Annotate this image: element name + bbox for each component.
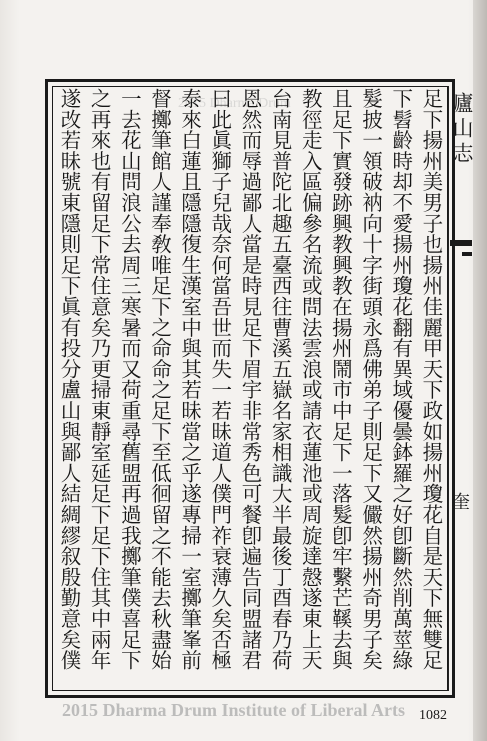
margin-title: 廬山志: [450, 92, 474, 167]
margin-page-label: 奎: [449, 492, 470, 510]
text-column: 曰此眞獅子兒哉奈何當吾世而失一若昧道人僕門祚衰薄久矣否極: [207, 88, 232, 671]
text-column: 之再來也有留足下常住意矣乃更掃東靜室延足下足下住其中兩年: [87, 88, 112, 671]
watermark-text: 2015 Dharma Drum Institute of Liberal Arts: [62, 700, 405, 720]
faint-watermark: 2015 Dharma Drum: [178, 96, 291, 111]
fishtail-mark-lower: [462, 252, 472, 256]
text-column: 台南見普陀北趣五臺西往曹溪五嶽名家相識大半最後丁酉春乃荷: [268, 88, 293, 671]
text-column: 髮披一領破衲向十字街頭永爲佛弟子則足下又儼然揚州奇男子矣: [358, 88, 383, 671]
page-number: 1082: [419, 708, 447, 723]
margin-column: [448, 86, 477, 691]
text-column: 督擲筆館人謹奉敎唯足下之命命之足下至低徊留之不能去秋盡始: [147, 88, 172, 671]
text-columns: [56, 88, 444, 688]
fishtail-mark: [450, 240, 472, 246]
text-column: 且足下實發跡興教興教在揚州鬧市中足下一落髮卽牢繫芒鞵去與: [328, 88, 353, 671]
text-column: 恩然而辱過鄙人當是時見足下眉宇非常秀色可餐卽遍告同盟諸君: [237, 88, 262, 671]
text-column: 遂改若昧號東隱則足下眞有投分盧山與鄙人結綢繆叙殷勤意矣僕: [57, 88, 81, 671]
text-column: 一去花山問浪公去周三寒暑而又荷重尋舊盟再過我擲筆僕喜足下: [117, 88, 142, 671]
text-column: 下髫齡時却不愛揚州瓊花翻有異域優曇鉢羅之好卽斷然削萬莖綠: [388, 88, 413, 671]
text-column: 教徑走入區偏參名流或問法雲浪或請衣蓮池或周旋達慤遂東上天: [298, 88, 323, 671]
text-column: 泰來白蓮且隱隱復生漢室中與其若昧當之乎遂專掃一室擲筆峯前: [177, 88, 202, 671]
text-column: 足下揚州美男子也揚州佳麗甲天下政如揚州瓊花自是天下無雙足: [418, 88, 443, 671]
